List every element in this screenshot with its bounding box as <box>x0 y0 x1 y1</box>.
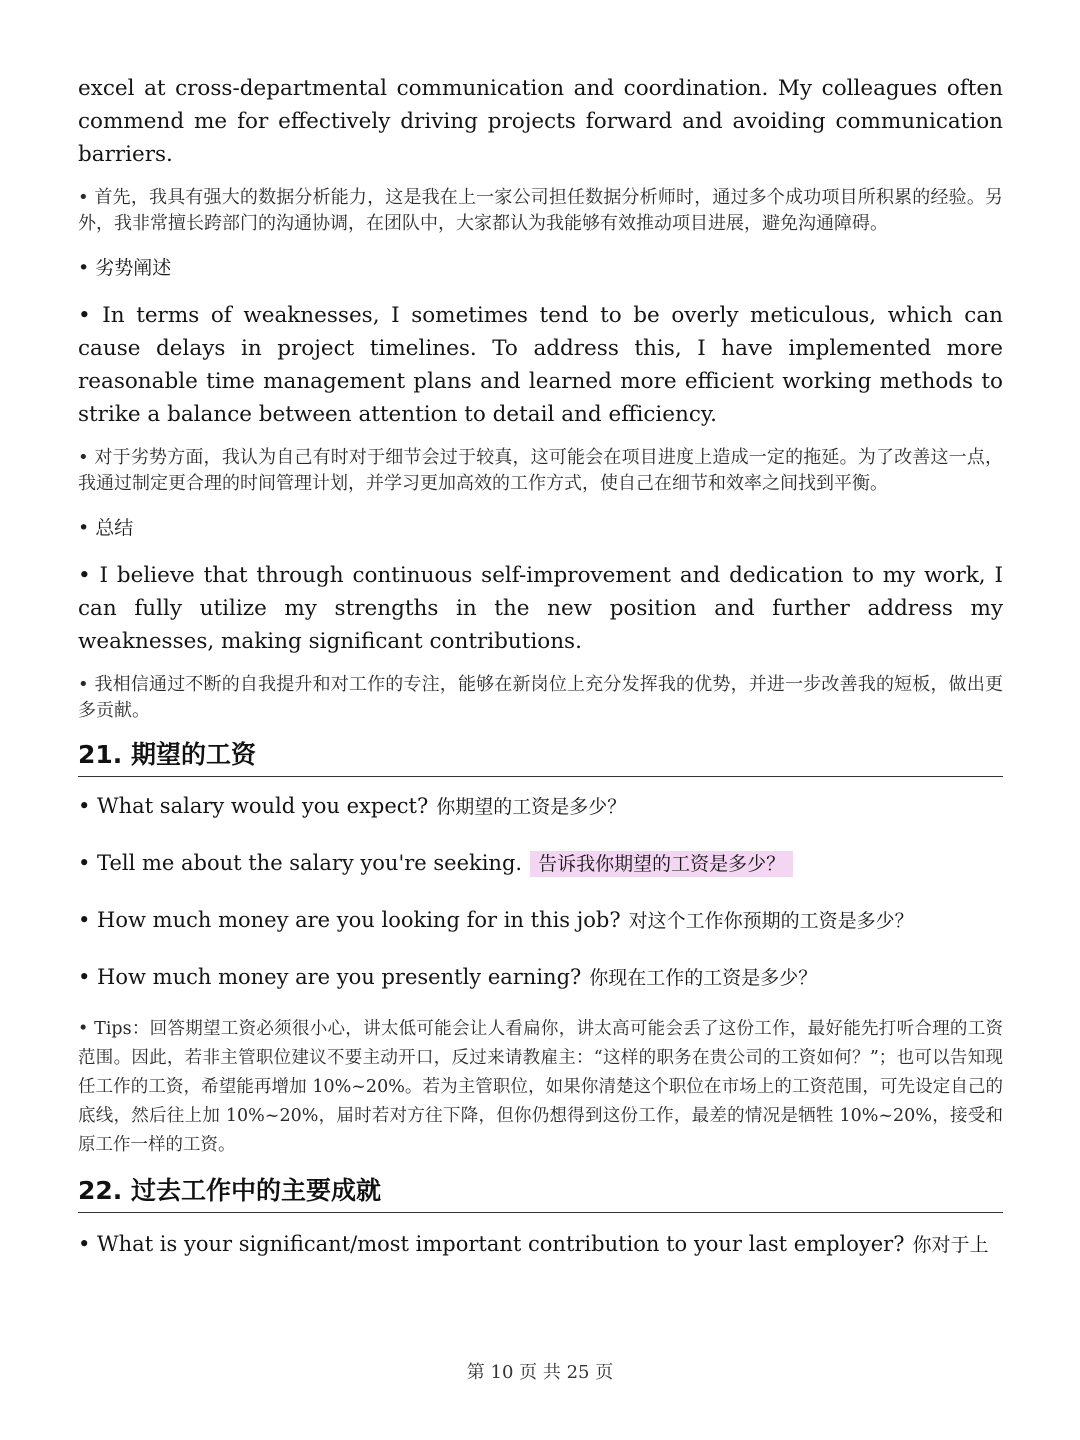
question-salary-2-en: • Tell me about the salary you're seeking. <box>78 851 523 875</box>
question-salary-4-zh: 你现在工作的工资是多少？ <box>589 967 818 989</box>
question-salary-3 <box>78 905 1003 936</box>
paragraph-summary-en: • I believe that through continuous self-improvement and dedication to my work, I can fully utilize my strengths in the new position and further address my weaknesses, making significant contributions. <box>78 563 1003 654</box>
label-summary: • 总结 <box>78 517 134 539</box>
document-page <box>78 72 1003 1260</box>
question-contribution-zh: 你对于上 <box>912 1234 989 1256</box>
question-salary-1-zh: 你期望的工资是多少？ <box>436 796 627 818</box>
question-salary-3-zh: 对这个工作你预期的工资是多少？ <box>628 910 914 932</box>
question-salary-4-en: • How much money are you presently earning? <box>78 965 582 989</box>
question-salary-1-en: • What salary would you expect? <box>78 794 429 818</box>
question-salary-3-en: • How much money are you looking for in this job? <box>78 908 621 932</box>
salary-tips: • Tips：回答期望工资必须很小心，讲太低可能会让人看扁你，讲太高可能会丢了这份工作，最好能先打听合理的工资范围。因此，若非主管职位建议不要主动开口，反过来请教雇主：“这样的职务在贵公司的工资如何？”；也可以告知现任工作的工资，希望能再增加 10%~20%。若为主管职位，如果你清楚这个职位在市场上的工资范围，可先设定自己的底线，然后往上加 10%~20%，届时若对方往下降，但你仍想得到这份工作，最差的情况是牺牲 10%~20%，接受和原工作一样的工资。 <box>78 1019 1003 1155</box>
heading-section-21: 21. 期望的工资 <box>78 738 1003 777</box>
question-contribution <box>78 1229 1003 1260</box>
paragraph-summary-zh: • 我相信通过不断的自我提升和对工作的专注，能够在新岗位上充分发挥我的优势，并进一步改善我的短板，做出更多贡献。 <box>78 674 1003 721</box>
page-number-footer: 第 10 页 共 25 页 <box>466 1362 614 1383</box>
question-salary-1 <box>78 791 1003 822</box>
question-contribution-en: • What is your significant/most important contribution to your last employer? <box>78 1232 905 1256</box>
paragraph-strengths-zh: • 首先，我具有强大的数据分析能力，这是我在上一家公司担任数据分析师时，通过多个成功项目所积累的经验。另外，我非常擅长跨部门的沟通协调，在团队中，大家都认为我能够有效推动项目进展，避免沟通障碍。 <box>78 187 1003 234</box>
paragraph-weakness-en: • In terms of weaknesses, I sometimes tend to be overly meticulous, which can cause delays in project timelines. To address this, I have implemented more reasonable time management plans and learned more efficient working methods to strike a balance between attention to detail and efficiency. <box>78 303 1003 427</box>
paragraph-weakness-zh: • 对于劣势方面，我认为自己有时对于细节会过于较真，这可能会在项目进度上造成一定的拖延。为了改善这一点，我通过制定更合理的时间管理计划，并学习更加高效的工作方式，使自己在细节和效率之间找到平衡。 <box>78 447 1003 494</box>
question-salary-2 <box>78 848 1003 879</box>
label-weakness: • 劣势阐述 <box>78 257 172 279</box>
question-salary-2-zh-highlighted: 告诉我你期望的工资是多少？ <box>530 851 793 877</box>
question-salary-4 <box>78 962 1003 993</box>
paragraph-strengths-en: excel at cross-departmental communication and coordination. My colleagues often commend me for effectively driving projects forward and avoiding communication barriers. <box>78 76 1003 167</box>
heading-section-22: 22. 过去工作中的主要成就 <box>78 1174 1003 1213</box>
